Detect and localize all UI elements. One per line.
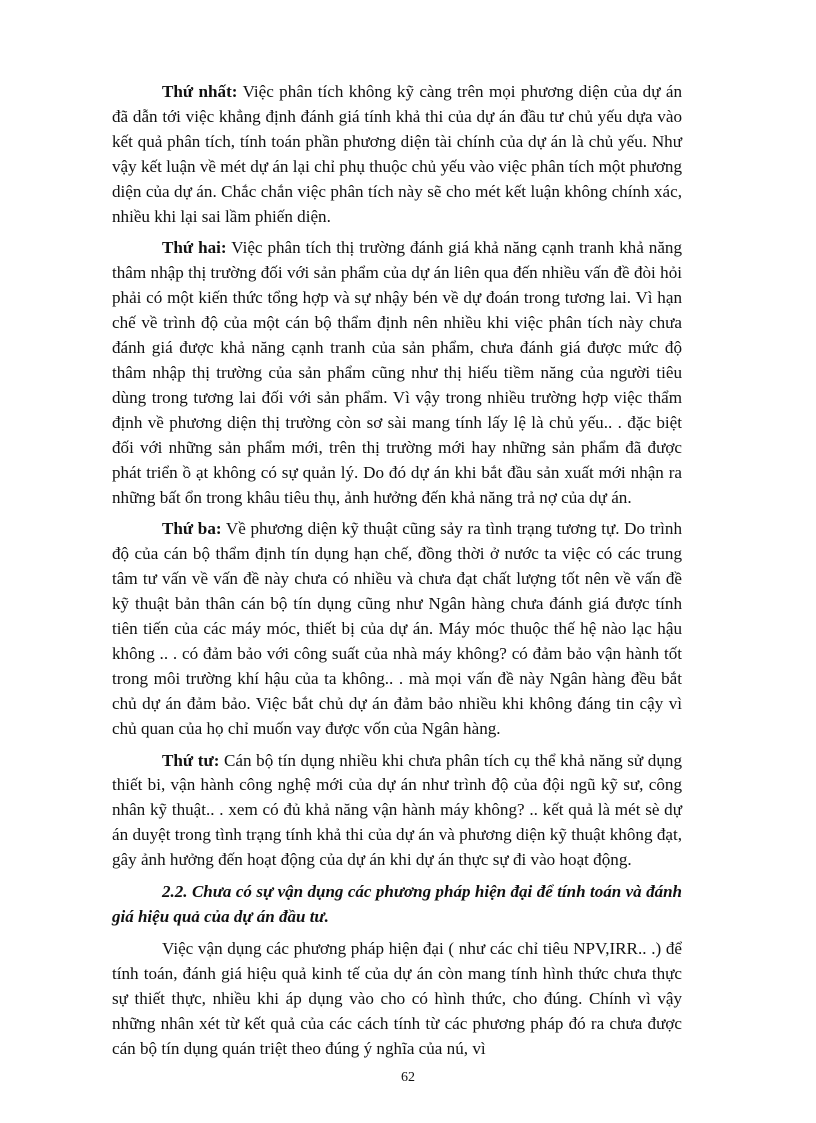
paragraph-third (112, 517, 682, 741)
paragraph-text: Cán bộ tín dụng nhiều khi chưa phân tích cụ thể khả năng sử dụng thiết bi, vận hành công nghệ mới của dự án như trình độ của đội ngũ kỹ sư, công nhân kỹ thuật.. . xem có đủ khả năng vận hành máy không? .. kết quả là mét sè dự án duyệt trong tình trạng tính khả thi của dự án và phương diện kỹ thuật không đạt, gây ảnh hưởng đến hoạt động của dự án khi dự án thực sự đi vào hoạt động. (112, 750, 682, 870)
paragraph-text: Về phương diện kỹ thuật cũng sảy ra tình trạng tương tự. Do trình độ của cán bộ thẩm định tín dụng hạn chế, đồng thời ở nước ta việc có các trung tâm tư vấn về vấn đề này chưa có nhiều và chưa đạt chất lượng tốt nên về vấn đề kỹ thuật bản thân cán bộ tín dụng cũng như Ngân hàng chưa đánh giá được tính tiên tiến của các máy móc, thiết bị của dự án. Máy móc thuộc thế hệ nào lạc hậu không .. . có đảm bảo với công suất của nhà máy không? có đảm bảo vận hành tốt trong môi trường khí hậu của ta không.. . mà mọi vấn đề này Ngân hàng đều bắt chủ dự án đảm bảo. Việc bắt chủ dự án đảm bảo nhiều khi không đáng tin cậy vì chủ quan của họ chỉ muốn vay được vốn của Ngân hàng. (112, 519, 683, 738)
section-heading: 2.2. Chưa có sự vận dụng các phương pháp hiện đại để tính toán và đánh giá hiệu quả của dự án đầu tư. (112, 882, 682, 926)
paragraph-lead: Thứ ba: (162, 519, 222, 539)
paragraph-lead: Thứ tư: (162, 750, 220, 770)
paragraph-text: Việc phân tích thị trường đánh giá khả năng cạnh tranh khả năng thâm nhập thị trường đối với sản phẩm của dự án liên qua đến nhiều vấn đề đòi hỏi phải có một kiến thức tổng hợp và sự nhậy bén về dự đoán trong tương lai. Vì hạn chế về trình độ của một cán bộ thẩm định nên nhiều khi việc phân tích này chưa đánh giá được khả năng cạnh tranh của sản phẩm, chưa đánh giá được mức độ thâm nhập thị trường của sản phẩm cũng như thị hiếu tiềm năng của người tiêu dùng trong tương lai đối với sản phẩm. Vì vậy trong nhiều trường hợp việc thẩm định về phương diện thị trường còn sơ sài mang tính lấy lệ là chủ yếu.. . đặc biệt đối với những sản phẩm mới, trên thị trường mới hay những sản phẩm đã được phát triển ồ ạt không có sự quản lý. Do đó dự án khi bắt đầu sản xuất mới nhận ra những bất ổn trong khâu tiêu thụ, ảnh hưởng đến khả năng trả nợ của dự án. (112, 238, 682, 507)
document-page (112, 80, 682, 1069)
paragraph-text: Việc phân tích không kỹ càng trên mọi phương diện của dự án đã dẫn tới việc khẳng định đánh giá tính khả thi của dự án đầu tư chủ yếu dựa vào kết quả phân tích, tính toán phần phương diện tài chính của dự án là chủ yếu. Như vậy kết luận về mét dự án lại chỉ phụ thuộc chủ yếu vào việc phân tích một phương diện của dự án. Chắc chắn việc phân tích này sẽ cho mét kết luận không chính xác, nhiều khi lại sai lầm phiến diện. (112, 82, 683, 226)
paragraph-lead: Thứ hai: (162, 238, 227, 258)
paragraph-lead: Thứ nhất: (162, 82, 238, 101)
paragraph-fourth (112, 749, 682, 874)
paragraph-closing: Việc vận dụng các phương pháp hiện đại ( như các chỉ tiêu NPV,IRR.. .) để tính toán, đánh giá hiệu quả kinh tế của dự án còn mang tính hình thức chưa thực sự thiết thực, nhiều khi áp dụng vào cho có hình thức, cho đúng. Chính vì vậy những nhân xét từ kết quả của các cách tính từ các phương pháp đó ra chưa được cán bộ tín dụng quán triệt theo đúng ý nghĩa của nú, vì (112, 939, 682, 1058)
paragraph-first (112, 80, 682, 229)
paragraph-second (112, 236, 682, 510)
page-number: 62 (401, 1070, 415, 1085)
